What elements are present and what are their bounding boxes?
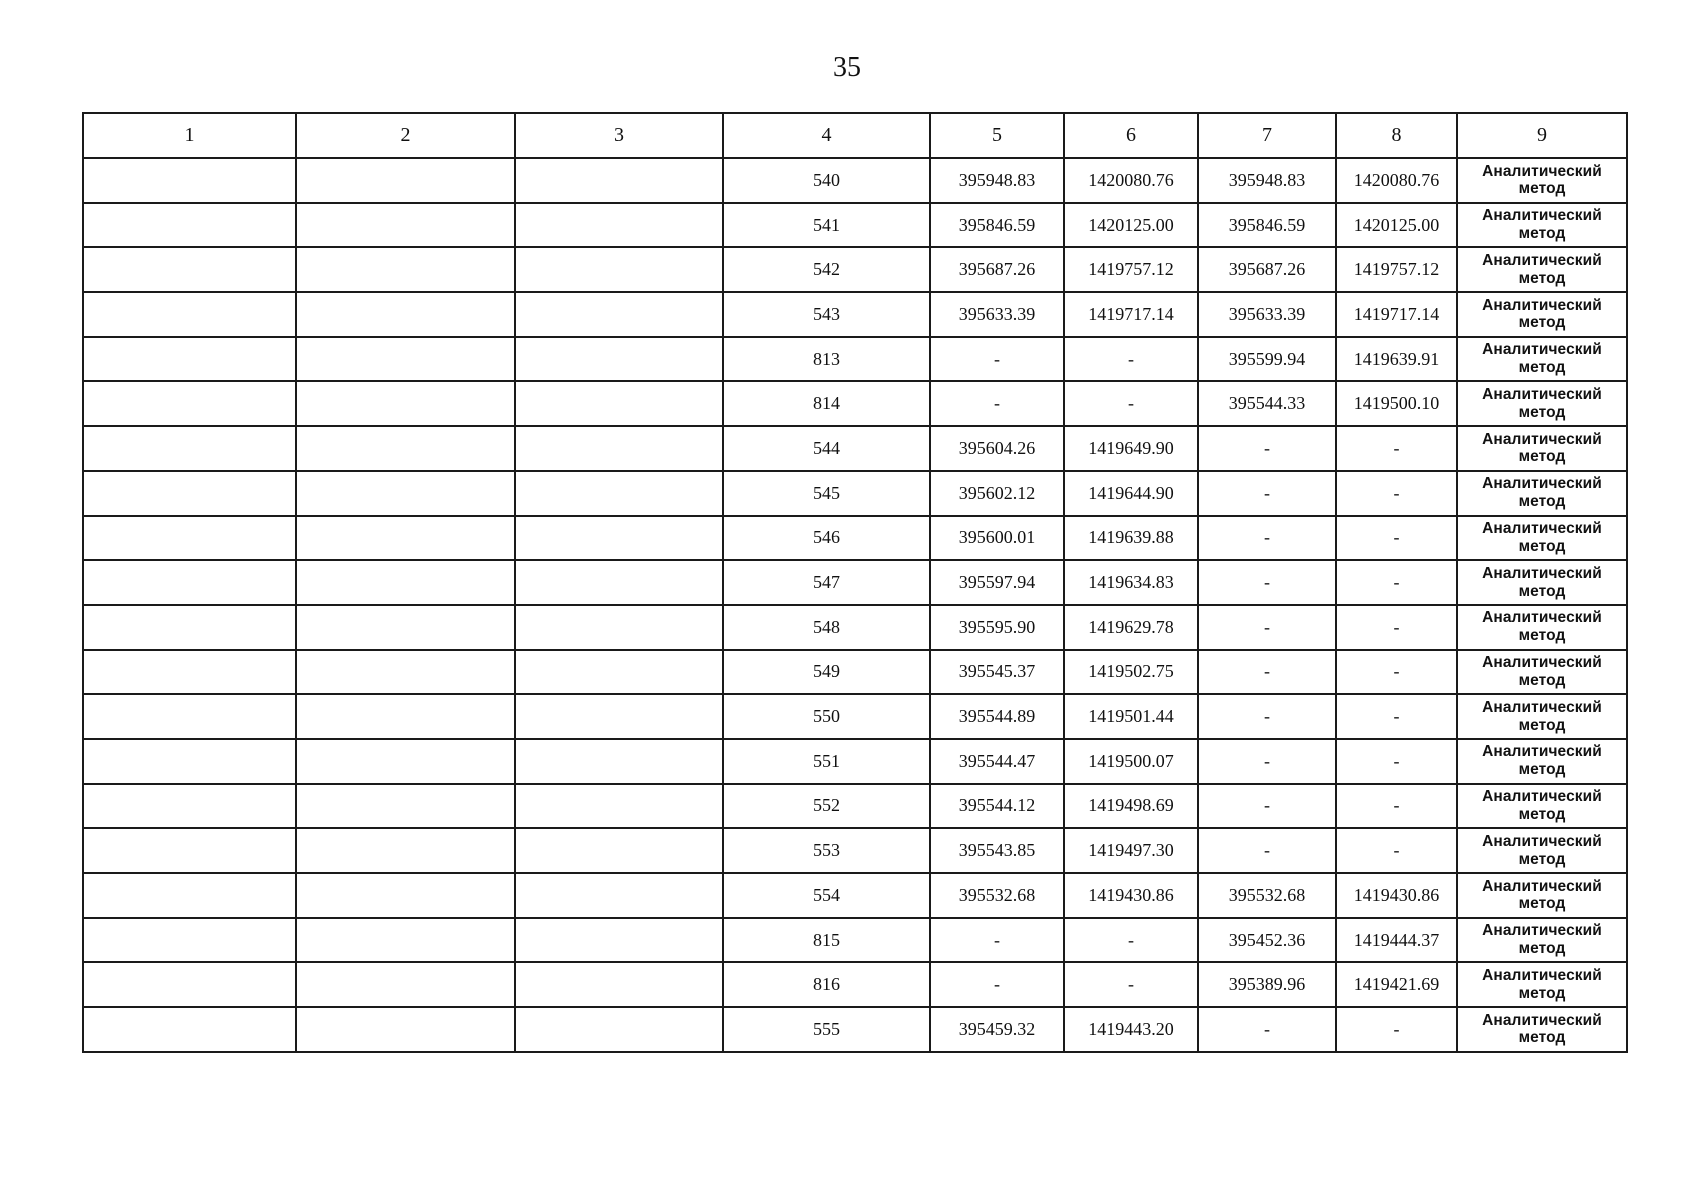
table-cell-col-4: 547 bbox=[723, 560, 930, 605]
table-cell-col-3 bbox=[515, 605, 723, 650]
table-cell-col-6: 1419639.88 bbox=[1064, 516, 1198, 561]
table-cell-col-3 bbox=[515, 1007, 723, 1052]
table-cell-col-5: 395544.12 bbox=[930, 784, 1064, 829]
table-cell-col-2 bbox=[296, 828, 515, 873]
table-row bbox=[83, 337, 1627, 382]
table-cell-col-1 bbox=[83, 426, 296, 471]
table-cell-col-3 bbox=[515, 426, 723, 471]
table-cell-col-4: 550 bbox=[723, 694, 930, 739]
table-cell-col-9: Аналитический метод bbox=[1457, 247, 1627, 292]
table-cell-col-9: Аналитический метод bbox=[1457, 1007, 1627, 1052]
table-cell-col-7: - bbox=[1198, 560, 1336, 605]
table-cell-col-4: 554 bbox=[723, 873, 930, 918]
table-cell-col-2 bbox=[296, 605, 515, 650]
table-cell-col-4: 549 bbox=[723, 650, 930, 695]
table-cell-col-1 bbox=[83, 605, 296, 650]
table-cell-col-8: - bbox=[1336, 1007, 1457, 1052]
table-cell-col-5: - bbox=[930, 381, 1064, 426]
table-cell-col-3 bbox=[515, 560, 723, 605]
table-cell-col-5: 395543.85 bbox=[930, 828, 1064, 873]
table-row bbox=[83, 247, 1627, 292]
table-cell-col-9: Аналитический метод bbox=[1457, 337, 1627, 382]
table-cell-col-9: Аналитический метод bbox=[1457, 739, 1627, 784]
table-cell-col-2 bbox=[296, 739, 515, 784]
table-cell-col-1 bbox=[83, 247, 296, 292]
table-cell-col-3 bbox=[515, 471, 723, 516]
table-cell-col-4: 551 bbox=[723, 739, 930, 784]
table-cell-col-2 bbox=[296, 1007, 515, 1052]
table-cell-col-7: 395687.26 bbox=[1198, 247, 1336, 292]
table-cell-col-6: - bbox=[1064, 962, 1198, 1007]
table-cell-col-4: 548 bbox=[723, 605, 930, 650]
table-row bbox=[83, 471, 1627, 516]
table-cell-col-6: 1419498.69 bbox=[1064, 784, 1198, 829]
table-cell-col-4: 553 bbox=[723, 828, 930, 873]
table-cell-col-6: 1420125.00 bbox=[1064, 203, 1198, 248]
table-cell-col-5: - bbox=[930, 962, 1064, 1007]
table-cell-col-5: 395948.83 bbox=[930, 158, 1064, 203]
table-cell-col-8: 1419421.69 bbox=[1336, 962, 1457, 1007]
table-cell-col-9: Аналитический метод bbox=[1457, 873, 1627, 918]
table-cell-col-5: 395459.32 bbox=[930, 1007, 1064, 1052]
table-cell-col-7: - bbox=[1198, 516, 1336, 561]
table-row bbox=[83, 962, 1627, 1007]
table-cell-col-4: 555 bbox=[723, 1007, 930, 1052]
table-cell-col-1 bbox=[83, 337, 296, 382]
table-cell-col-3 bbox=[515, 694, 723, 739]
table-cell-col-7: - bbox=[1198, 694, 1336, 739]
table-cell-col-9: Аналитический метод bbox=[1457, 784, 1627, 829]
table-cell-col-5: 395600.01 bbox=[930, 516, 1064, 561]
table-cell-col-8: 1419639.91 bbox=[1336, 337, 1457, 382]
table-cell-col-5: 395544.89 bbox=[930, 694, 1064, 739]
table-cell-col-6: 1419500.07 bbox=[1064, 739, 1198, 784]
table-cell-col-7: 395452.36 bbox=[1198, 918, 1336, 963]
table-cell-col-8: - bbox=[1336, 426, 1457, 471]
table-cell-col-6: 1419629.78 bbox=[1064, 605, 1198, 650]
table-row bbox=[83, 560, 1627, 605]
table-row bbox=[83, 873, 1627, 918]
table-cell-col-9: Аналитический метод bbox=[1457, 694, 1627, 739]
table-cell-col-6: 1419649.90 bbox=[1064, 426, 1198, 471]
table-cell-col-3 bbox=[515, 247, 723, 292]
table-cell-col-3 bbox=[515, 158, 723, 203]
table-cell-col-9: Аналитический метод bbox=[1457, 918, 1627, 963]
table-row bbox=[83, 828, 1627, 873]
table-cell-col-7: 395846.59 bbox=[1198, 203, 1336, 248]
table-header-row bbox=[83, 113, 1627, 158]
table-cell-col-2 bbox=[296, 873, 515, 918]
table-cell-col-2 bbox=[296, 381, 515, 426]
table-cell-col-8: - bbox=[1336, 560, 1457, 605]
table-cell-col-4: 546 bbox=[723, 516, 930, 561]
table-cell-col-8: 1420125.00 bbox=[1336, 203, 1457, 248]
table-cell-col-6: 1419443.20 bbox=[1064, 1007, 1198, 1052]
table-cell-col-7: - bbox=[1198, 605, 1336, 650]
table-cell-col-5: 395687.26 bbox=[930, 247, 1064, 292]
table-cell-col-9: Аналитический метод bbox=[1457, 605, 1627, 650]
table-cell-col-7: 395599.94 bbox=[1198, 337, 1336, 382]
table-cell-col-7: - bbox=[1198, 471, 1336, 516]
table-cell-col-5: 395532.68 bbox=[930, 873, 1064, 918]
table-cell-col-5: 395595.90 bbox=[930, 605, 1064, 650]
table-cell-col-4: 543 bbox=[723, 292, 930, 337]
table-cell-col-7: - bbox=[1198, 1007, 1336, 1052]
table-cell-col-1 bbox=[83, 650, 296, 695]
table-cell-col-7: - bbox=[1198, 828, 1336, 873]
table-cell-col-3 bbox=[515, 381, 723, 426]
table-row bbox=[83, 292, 1627, 337]
table-cell-col-5: 395846.59 bbox=[930, 203, 1064, 248]
table-cell-col-1 bbox=[83, 1007, 296, 1052]
table-cell-col-5: 395545.37 bbox=[930, 650, 1064, 695]
table-cell-col-5: - bbox=[930, 337, 1064, 382]
table-cell-col-2 bbox=[296, 962, 515, 1007]
table-cell-col-2 bbox=[296, 247, 515, 292]
table-cell-col-1 bbox=[83, 158, 296, 203]
table-cell-col-3 bbox=[515, 918, 723, 963]
coordinates-table bbox=[82, 112, 1628, 1053]
table-cell-col-6: 1419644.90 bbox=[1064, 471, 1198, 516]
table-cell-col-1 bbox=[83, 381, 296, 426]
table-cell-col-2 bbox=[296, 292, 515, 337]
table-cell-col-6: 1420080.76 bbox=[1064, 158, 1198, 203]
table-cell-col-4: 816 bbox=[723, 962, 930, 1007]
table-cell-col-8: 1419757.12 bbox=[1336, 247, 1457, 292]
table-cell-col-6: 1419634.83 bbox=[1064, 560, 1198, 605]
table-cell-col-7: 395532.68 bbox=[1198, 873, 1336, 918]
table-cell-col-3 bbox=[515, 292, 723, 337]
table-cell-col-2 bbox=[296, 203, 515, 248]
table-cell-col-8: - bbox=[1336, 784, 1457, 829]
table-cell-col-4: 545 bbox=[723, 471, 930, 516]
table-cell-col-8: - bbox=[1336, 471, 1457, 516]
table-cell-col-4: 552 bbox=[723, 784, 930, 829]
table-row bbox=[83, 739, 1627, 784]
table-cell-col-8: 1419500.10 bbox=[1336, 381, 1457, 426]
table-cell-col-3 bbox=[515, 203, 723, 248]
table-cell-col-5: 395544.47 bbox=[930, 739, 1064, 784]
table-cell-col-9: Аналитический метод bbox=[1457, 158, 1627, 203]
table-cell-col-1 bbox=[83, 962, 296, 1007]
table-cell-col-1 bbox=[83, 739, 296, 784]
table-cell-col-4: 814 bbox=[723, 381, 930, 426]
column-header-8: 8 bbox=[1336, 113, 1457, 158]
table-cell-col-7: - bbox=[1198, 739, 1336, 784]
table-cell-col-2 bbox=[296, 426, 515, 471]
table-cell-col-8: - bbox=[1336, 516, 1457, 561]
table-row bbox=[83, 158, 1627, 203]
table-cell-col-9: Аналитический метод bbox=[1457, 381, 1627, 426]
table-cell-col-2 bbox=[296, 158, 515, 203]
table-row bbox=[83, 381, 1627, 426]
table-cell-col-2 bbox=[296, 650, 515, 695]
table-cell-col-9: Аналитический метод bbox=[1457, 962, 1627, 1007]
column-header-4: 4 bbox=[723, 113, 930, 158]
column-header-3: 3 bbox=[515, 113, 723, 158]
table-cell-col-4: 540 bbox=[723, 158, 930, 203]
table-cell-col-8: - bbox=[1336, 828, 1457, 873]
table-row bbox=[83, 918, 1627, 963]
table-row bbox=[83, 203, 1627, 248]
table-cell-col-1 bbox=[83, 292, 296, 337]
table-row bbox=[83, 1007, 1627, 1052]
table-cell-col-4: 541 bbox=[723, 203, 930, 248]
table-cell-col-5: 395602.12 bbox=[930, 471, 1064, 516]
table-cell-col-1 bbox=[83, 203, 296, 248]
table-row bbox=[83, 650, 1627, 695]
table-body bbox=[83, 158, 1627, 1052]
table-cell-col-6: - bbox=[1064, 918, 1198, 963]
table-cell-col-7: 395389.96 bbox=[1198, 962, 1336, 1007]
table-cell-col-2 bbox=[296, 918, 515, 963]
table-cell-col-3 bbox=[515, 828, 723, 873]
page-number: 35 bbox=[833, 52, 861, 83]
table-cell-col-9: Аналитический метод bbox=[1457, 560, 1627, 605]
table-cell-col-7: 395948.83 bbox=[1198, 158, 1336, 203]
table-cell-col-6: 1419497.30 bbox=[1064, 828, 1198, 873]
column-header-7: 7 bbox=[1198, 113, 1336, 158]
table-cell-col-3 bbox=[515, 739, 723, 784]
table-cell-col-6: 1419430.86 bbox=[1064, 873, 1198, 918]
table-cell-col-9: Аналитический метод bbox=[1457, 650, 1627, 695]
table-row bbox=[83, 516, 1627, 561]
table-cell-col-7: 395544.33 bbox=[1198, 381, 1336, 426]
table-cell-col-5: 395633.39 bbox=[930, 292, 1064, 337]
table-cell-col-3 bbox=[515, 873, 723, 918]
table-cell-col-8: - bbox=[1336, 650, 1457, 695]
table-cell-col-9: Аналитический метод bbox=[1457, 828, 1627, 873]
table-cell-col-7: - bbox=[1198, 426, 1336, 471]
table-cell-col-1 bbox=[83, 560, 296, 605]
table-cell-col-6: 1419717.14 bbox=[1064, 292, 1198, 337]
table-cell-col-1 bbox=[83, 516, 296, 561]
table-cell-col-5: 395604.26 bbox=[930, 426, 1064, 471]
table-cell-col-4: 544 bbox=[723, 426, 930, 471]
table-row bbox=[83, 694, 1627, 739]
table-cell-col-3 bbox=[515, 962, 723, 1007]
table-cell-col-9: Аналитический метод bbox=[1457, 292, 1627, 337]
table-cell-col-3 bbox=[515, 650, 723, 695]
table-cell-col-8: - bbox=[1336, 605, 1457, 650]
table-cell-col-8: 1419430.86 bbox=[1336, 873, 1457, 918]
table-row bbox=[83, 605, 1627, 650]
table-cell-col-2 bbox=[296, 784, 515, 829]
table-cell-col-3 bbox=[515, 337, 723, 382]
table-cell-col-9: Аналитический метод bbox=[1457, 426, 1627, 471]
table-cell-col-1 bbox=[83, 918, 296, 963]
table-cell-col-6: - bbox=[1064, 337, 1198, 382]
table-cell-col-8: - bbox=[1336, 739, 1457, 784]
table-cell-col-3 bbox=[515, 516, 723, 561]
table-cell-col-1 bbox=[83, 694, 296, 739]
column-header-6: 6 bbox=[1064, 113, 1198, 158]
table-cell-col-7: 395633.39 bbox=[1198, 292, 1336, 337]
table-cell-col-3 bbox=[515, 784, 723, 829]
table-cell-col-1 bbox=[83, 784, 296, 829]
table-cell-col-6: 1419757.12 bbox=[1064, 247, 1198, 292]
table-cell-col-7: - bbox=[1198, 650, 1336, 695]
table-cell-col-4: 542 bbox=[723, 247, 930, 292]
table-cell-col-1 bbox=[83, 471, 296, 516]
column-header-5: 5 bbox=[930, 113, 1064, 158]
table-cell-col-5: - bbox=[930, 918, 1064, 963]
table-cell-col-2 bbox=[296, 694, 515, 739]
table-cell-col-2 bbox=[296, 516, 515, 561]
table-cell-col-8: 1419444.37 bbox=[1336, 918, 1457, 963]
column-header-9: 9 bbox=[1457, 113, 1627, 158]
table-cell-col-6: - bbox=[1064, 381, 1198, 426]
table-cell-col-7: - bbox=[1198, 784, 1336, 829]
table-cell-col-1 bbox=[83, 828, 296, 873]
table-cell-col-4: 815 bbox=[723, 918, 930, 963]
table-cell-col-5: 395597.94 bbox=[930, 560, 1064, 605]
table-cell-col-1 bbox=[83, 873, 296, 918]
column-header-2: 2 bbox=[296, 113, 515, 158]
table-cell-col-2 bbox=[296, 337, 515, 382]
table-cell-col-9: Аналитический метод bbox=[1457, 471, 1627, 516]
table-cell-col-2 bbox=[296, 471, 515, 516]
table-cell-col-6: 1419501.44 bbox=[1064, 694, 1198, 739]
table-row bbox=[83, 784, 1627, 829]
table-row bbox=[83, 426, 1627, 471]
table-cell-col-2 bbox=[296, 560, 515, 605]
table-cell-col-6: 1419502.75 bbox=[1064, 650, 1198, 695]
table-cell-col-9: Аналитический метод bbox=[1457, 203, 1627, 248]
column-header-1: 1 bbox=[83, 113, 296, 158]
table-cell-col-8: 1419717.14 bbox=[1336, 292, 1457, 337]
table-cell-col-8: 1420080.76 bbox=[1336, 158, 1457, 203]
table-cell-col-9: Аналитический метод bbox=[1457, 516, 1627, 561]
table-cell-col-4: 813 bbox=[723, 337, 930, 382]
table-cell-col-8: - bbox=[1336, 694, 1457, 739]
